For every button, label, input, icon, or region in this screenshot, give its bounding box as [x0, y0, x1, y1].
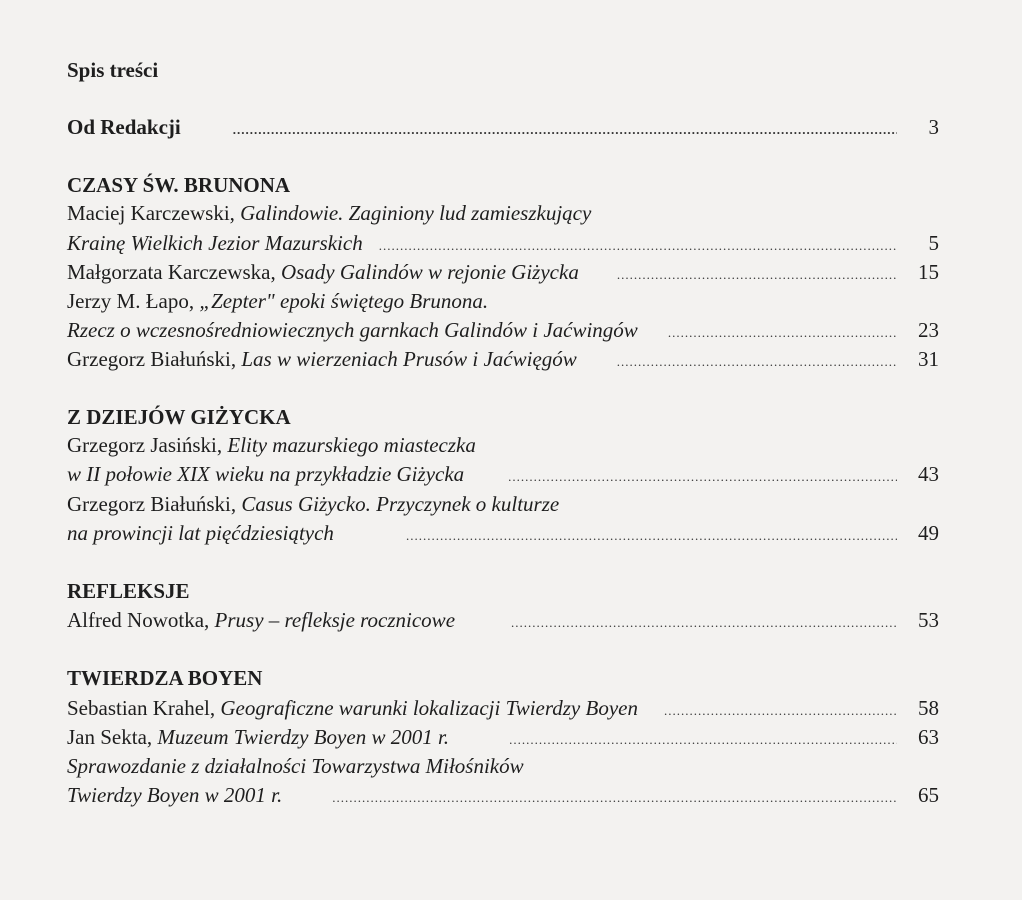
- toc-title: na prowincji lat pięćdziesiątych: [67, 521, 334, 545]
- toc-entry[interactable]: [67, 782, 939, 808]
- toc-page-number: 5: [928, 231, 939, 255]
- toc-entry[interactable]: [67, 346, 939, 372]
- toc-title: Las w wierzeniach Prusów i Jaćwięgów: [241, 347, 577, 371]
- leader-dots: [332, 785, 897, 811]
- toc-entry[interactable]: [67, 461, 939, 487]
- page-title: Spis treści: [67, 58, 159, 82]
- toc-page-number: 58: [918, 696, 939, 720]
- toc-author: Małgorzata Karczewska,: [67, 260, 276, 284]
- toc-entry[interactable]: [67, 695, 939, 721]
- toc-page-number: 43: [918, 462, 939, 486]
- toc-author: Sebastian Krahel,: [67, 696, 216, 720]
- toc-author: Grzegorz Białuński,: [67, 492, 237, 516]
- leader-dots: [617, 262, 897, 288]
- toc-entry[interactable]: [67, 230, 939, 256]
- toc-entry[interactable]: [67, 432, 939, 458]
- leader-dots: [617, 349, 897, 375]
- toc-title: Krainę Wielkich Jezior Mazurskich: [67, 231, 363, 255]
- toc-author: Jan Sekta,: [67, 725, 153, 749]
- toc-page-number: 49: [918, 521, 939, 545]
- toc-page-number: 23: [918, 318, 939, 342]
- toc-title: Sprawozdanie z działalności Towarzystwa Miłośników: [67, 754, 524, 778]
- toc-page-number: 31: [918, 347, 939, 371]
- toc-page-number: 53: [918, 608, 939, 632]
- toc-author: Alfred Nowotka,: [67, 608, 210, 632]
- leader-dots: [406, 523, 897, 549]
- toc-title: w II połowie XIX wieku na przykładzie Giżycka: [67, 462, 465, 486]
- toc-page-number: 65: [918, 783, 939, 807]
- toc-title: Prusy – refleksje rocznicowe: [214, 608, 456, 632]
- toc-title: Rzecz o wczesnośredniowiecznych garnkach Galindów i Jaćwingów: [67, 318, 638, 342]
- toc-title: Twierdzy Boyen w 2001 r.: [67, 783, 283, 807]
- toc-entry[interactable]: [67, 607, 939, 633]
- toc-entry[interactable]: [67, 753, 939, 779]
- toc-entry[interactable]: [67, 200, 939, 226]
- toc-entry-intro[interactable]: [67, 114, 939, 140]
- leader-dots: [509, 727, 897, 753]
- section-heading: CZASY ŚW. BRUNONA: [67, 173, 291, 197]
- toc-title: Elity mazurskiego miasteczka: [227, 433, 476, 457]
- leader-dots: [233, 117, 897, 143]
- toc-entry[interactable]: [67, 491, 939, 517]
- toc-entry[interactable]: [67, 520, 939, 546]
- toc-page-number: 15: [918, 260, 939, 284]
- section-heading: Z DZIEJÓW GIŻYCKA: [67, 405, 291, 429]
- leader-dots: [664, 698, 897, 724]
- toc-title: Geograficzne warunki lokalizacji Twierdzy Boyen: [220, 696, 638, 720]
- toc-title: Galindowie. Zaginiony lud zamieszkujący: [240, 201, 592, 225]
- leader-dots: [508, 464, 897, 490]
- leader-dots: [511, 610, 897, 636]
- section-heading: TWIERDZA BOYEN: [67, 666, 263, 690]
- toc-entry[interactable]: [67, 288, 939, 314]
- section-heading: REFLEKSJE: [67, 579, 190, 603]
- toc-author: Maciej Karczewski,: [67, 201, 235, 225]
- toc-author: Grzegorz Białuński,: [67, 347, 237, 371]
- toc-title: Casus Giżycko. Przyczynek o kulturze: [241, 492, 560, 516]
- toc-title: „Zepter" epoki świętego Brunona.: [199, 289, 489, 313]
- toc-page-number: 3: [928, 115, 939, 139]
- leader-dots: [379, 233, 897, 259]
- toc-page-number: 63: [918, 725, 939, 749]
- toc-author: Grzegorz Jasiński,: [67, 433, 223, 457]
- toc-title: Osady Galindów w rejonie Giżycka: [280, 260, 579, 284]
- toc-entry[interactable]: [67, 724, 939, 750]
- toc-entry-label: Od Redakcji: [67, 115, 181, 139]
- toc-entry[interactable]: [67, 317, 939, 343]
- toc-title: Muzeum Twierdzy Boyen w 2001 r.: [157, 725, 450, 749]
- toc-entry[interactable]: [67, 259, 939, 285]
- leader-dots: [668, 320, 897, 346]
- toc-author: Jerzy M. Łapo,: [67, 289, 195, 313]
